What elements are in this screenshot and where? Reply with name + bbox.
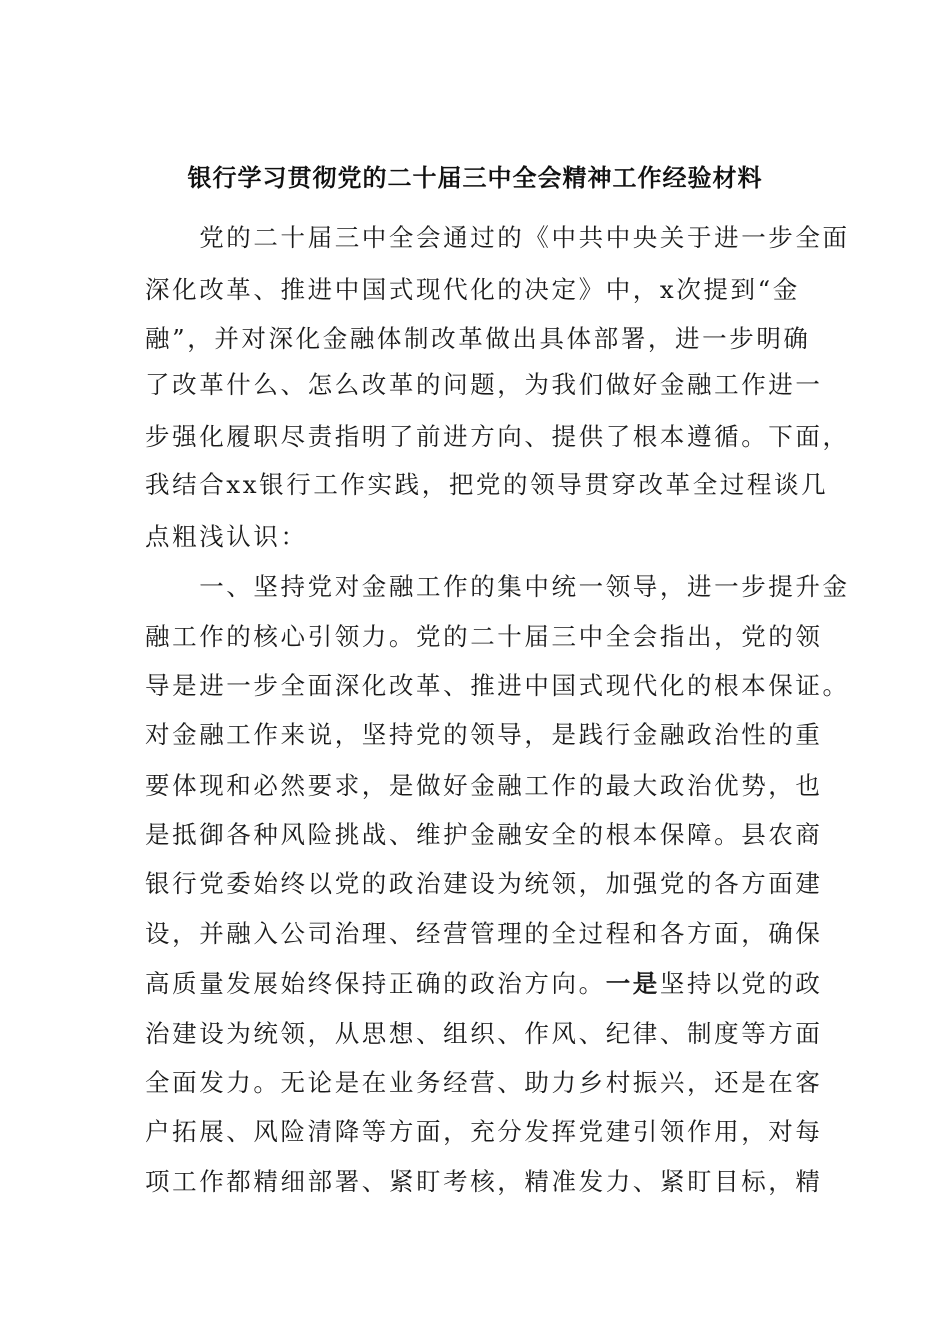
paragraph-line: 一、坚持党对金融工作的集中统一领导，进一步提升金 <box>145 572 850 601</box>
paragraph-line: 步强化履职尽责指明了前进方向、提供了根本遵循。下面， <box>145 422 850 451</box>
paragraph-line: 点粗浅认识： <box>145 522 308 551</box>
document-title: 银行学习贯彻党的二十届三中全会精神工作经验材料 <box>187 163 763 192</box>
line-text: 高质量发展始终保持正确的政治方向。 <box>145 969 606 998</box>
paragraph-line: 对金融工作来说，坚持党的领导，是践行金融政治性的重 <box>145 720 823 749</box>
paragraph-line: 深化改革、推进中国式现代化的决定》中，x次提到“金 <box>145 275 800 304</box>
paragraph-line: 项工作都精细部署、紧盯考核，精准发力、紧盯目标，精 <box>145 1167 823 1196</box>
paragraph-line: 要体现和必然要求，是做好金融工作的最大政治优势，也 <box>145 771 823 800</box>
paragraph-line <box>145 964 823 1004</box>
line-text: 坚持以党的政 <box>659 969 823 998</box>
paragraph-line: 了改革什么、怎么改革的问题，为我们做好金融工作进一 <box>145 370 823 399</box>
paragraph-line: 户拓展、风险清降等方面，充分发挥党建引领作用，对每 <box>145 1117 823 1146</box>
paragraph-line: 银行党委始终以党的政治建设为统领，加强党的各方面建 <box>145 869 823 898</box>
paragraph-line: 党的二十届三中全会通过的《中共中央关于进一步全面 <box>145 223 850 252</box>
paragraph-line: 是抵御各种风险挑战、维护金融安全的根本保障。县农商 <box>145 820 823 849</box>
emphasis-text: 一是 <box>605 969 660 998</box>
paragraph-line: 融”，并对深化金融体制改革做出具体部署，进一步明确 <box>145 324 811 353</box>
paragraph-line: 融工作的核心引领力。党的二十届三中全会指出，党的领 <box>145 622 823 651</box>
paragraph-line: 治建设为统领，从思想、组织、作风、纪律、制度等方面 <box>145 1019 823 1048</box>
paragraph-line: 全面发力。无论是在业务经营、助力乡村振兴，还是在客 <box>145 1068 823 1097</box>
paragraph-line: 设，并融入公司治理、经营管理的全过程和各方面，确保 <box>145 919 823 948</box>
paragraph-line: 导是进一步全面深化改革、推进中国式现代化的根本保证。 <box>145 671 850 700</box>
paragraph-line: 我结合xx银行工作实践，把党的领导贯穿改革全过程谈几 <box>145 470 829 499</box>
